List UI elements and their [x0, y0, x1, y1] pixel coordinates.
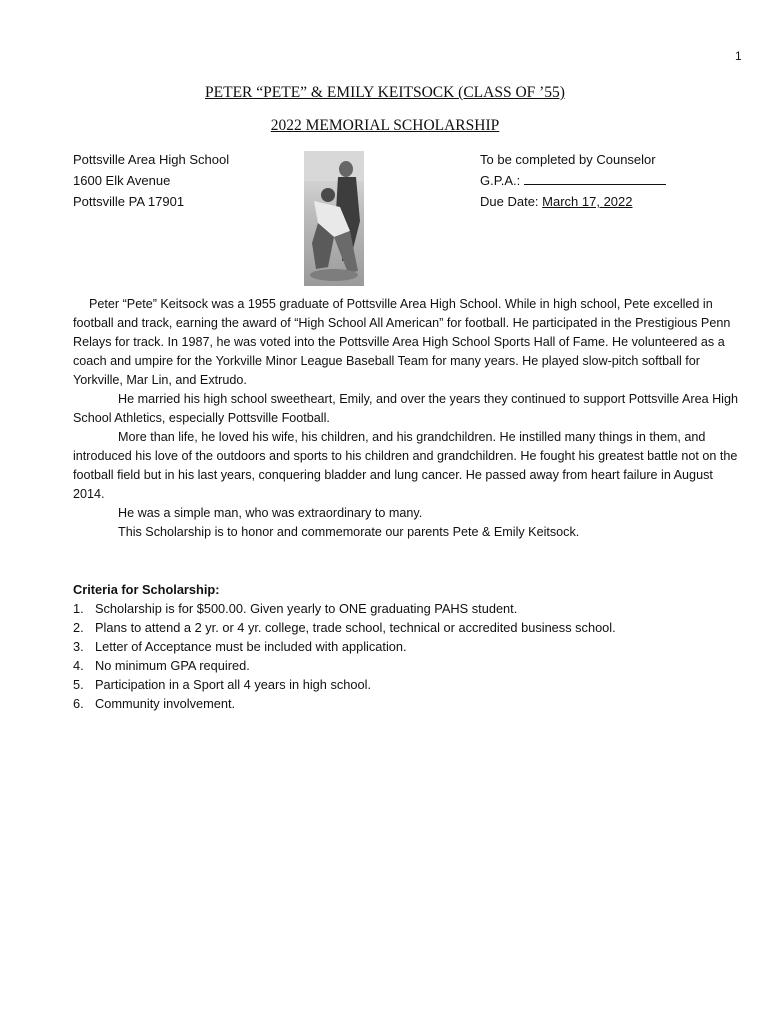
- due-date-label: Due Date:: [480, 194, 543, 209]
- item-text: Participation in a Sport all 4 years in high school.: [95, 677, 371, 692]
- criteria-heading: Criteria for Scholarship:: [73, 582, 220, 597]
- counselor-heading: To be completed by Counselor: [480, 152, 656, 167]
- document-subtitle: 2022 MEMORIAL SCHOLARSHIP: [270, 117, 500, 134]
- item-number: 6.: [73, 696, 84, 711]
- item-number: 3.: [73, 639, 84, 654]
- gpa-row: [480, 170, 666, 191]
- paragraph: More than life, he loved his wife, his children, and his grandchildren. He instilled many things in them, and introduced his love of the outdoors and sports to his children and grandchildren. He fought his greatest battle not on the football field but in his last years, conquering bladder and lung cancer. He passed away from heart failure in August 2014.: [73, 430, 738, 501]
- item-text: Plans to attend a 2 yr. or 4 yr. college, trade school, technical or accredited business school.: [95, 620, 616, 635]
- paragraph: Peter “Pete” Keitsock was a 1955 graduate of Pottsville Area High School. While in high school, Pete excelled in football and track, earning the award of “High School All American” for football. He participated in the Prestigious Penn Relays for track. In 1987, he was voted into the Pottsville Area High School Sports Hall of Fame. He volunteered as a coach and umpire for the Yorkville Minor League Baseball Team for many years. He played slow-pitch softball for Yorkville, Mar Lin, and Extrudo.: [73, 297, 731, 387]
- due-date-value: March 17, 2022: [542, 194, 633, 209]
- item-number: 5.: [73, 677, 84, 692]
- paragraph: This Scholarship is to honor and commemorate our parents Pete & Emily Keitsock.: [118, 525, 580, 539]
- list-item: [73, 675, 616, 694]
- item-number: 2.: [73, 620, 84, 635]
- list-item: [73, 656, 616, 675]
- school-city: Pottsville PA 17901: [73, 194, 185, 209]
- school-address: [73, 149, 229, 212]
- gpa-blank-line[interactable]: [524, 172, 666, 185]
- school-name: Pottsville Area High School: [73, 152, 230, 167]
- counselor-section: [480, 149, 666, 212]
- list-item: [73, 618, 616, 637]
- item-text: No minimum GPA required.: [95, 658, 250, 673]
- list-item: [73, 599, 616, 618]
- biography: [73, 295, 745, 542]
- school-street: 1600 Elk Avenue: [73, 173, 171, 188]
- due-date-row: [480, 191, 666, 212]
- list-item: [73, 637, 616, 656]
- item-text: Scholarship is for $500.00. Given yearly to ONE graduating PAHS student.: [95, 601, 518, 616]
- criteria-section: [73, 580, 616, 713]
- gpa-label: G.P.A.:: [480, 173, 524, 188]
- paragraph: He was a simple man, who was extraordinary to many.: [118, 506, 423, 520]
- criteria-list: [73, 599, 616, 713]
- item-text: Community involvement.: [95, 696, 236, 711]
- item-text: Letter of Acceptance must be included with application.: [95, 639, 407, 654]
- document-title: PETER “PETE” & EMILY KEITSOCK (CLASS OF ’55): [205, 84, 565, 101]
- memorial-photo: [304, 151, 364, 286]
- paragraph: He married his high school sweetheart, Emily, and over the years they continued to support Pottsville Area High School Athletics, especially Pottsville Football.: [73, 392, 738, 425]
- item-number: 1.: [73, 601, 84, 616]
- list-item: [73, 694, 616, 713]
- item-number: 4.: [73, 658, 84, 673]
- page-number: 1: [735, 49, 742, 63]
